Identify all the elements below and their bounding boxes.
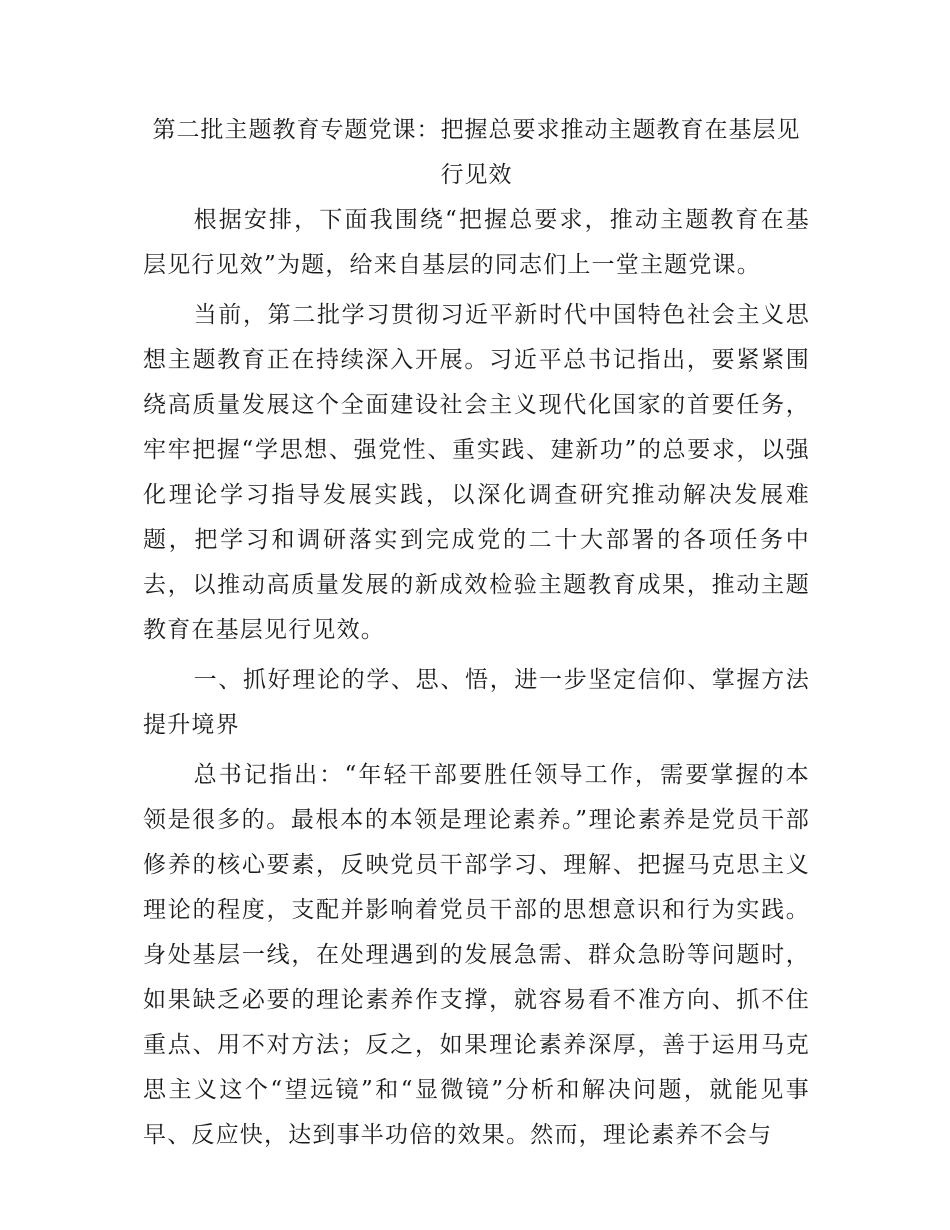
section-heading-one: 一、抓好理论的学、思、悟，进一步坚定信仰、掌握方法提升境界 (143, 667, 810, 738)
document-body (143, 108, 810, 1158)
paragraph-intro: 根据安排，下面我围绕“把握总要求，推动主题教育在基层见行见效”为题，给来自基层的同志们上一堂主题党课。 (143, 207, 810, 278)
paragraph-background: 当前，第二批学习贯彻习近平新时代中国特色社会主义思想主题教育正在持续深入开展。习近平总书记指出，要紧紧围绕高质量发展这个全面建设社会主义现代化国家的首要任务，牢牢把握“学思想、强党性、重实践、建新功”的总要求，以强化理论学习指导发展实践，以深化调查研究推动解决发展难题，把学习和调研落实到完成党的二十大部署的各项任务中去，以推动高质量发展的新成效检验主题教育成果，推动主题教育在基层见行见效。 (143, 302, 810, 643)
document-title: 第二批主题教育专题党课：把握总要求推动主题教育在基层见行见效 (152, 117, 801, 188)
paragraph-theory: 总书记指出：“年轻干部要胜任领导工作，需要掌握的本领是很多的。最根本的本领是理论素养。”理论素养是党员干部修养的核心要素，反映党员干部学习、理解、把握马克思主义理论的程度，支配并影响着党员干部的思想意识和行为实践。身处基层一线，在处理遇到的发展急需、群众急盼等问题时，如果缺乏必要的理论素养作支撑，就容易看不准方向、抓不住重点、用不对方法；反之，如果理论素养深厚，善于运用马克思主义这个“望远镜”和“显微镜”分析和解决问题，就能见事早、反应快，达到事半功倍的效果。然而，理论素养不会与 (143, 762, 810, 1148)
